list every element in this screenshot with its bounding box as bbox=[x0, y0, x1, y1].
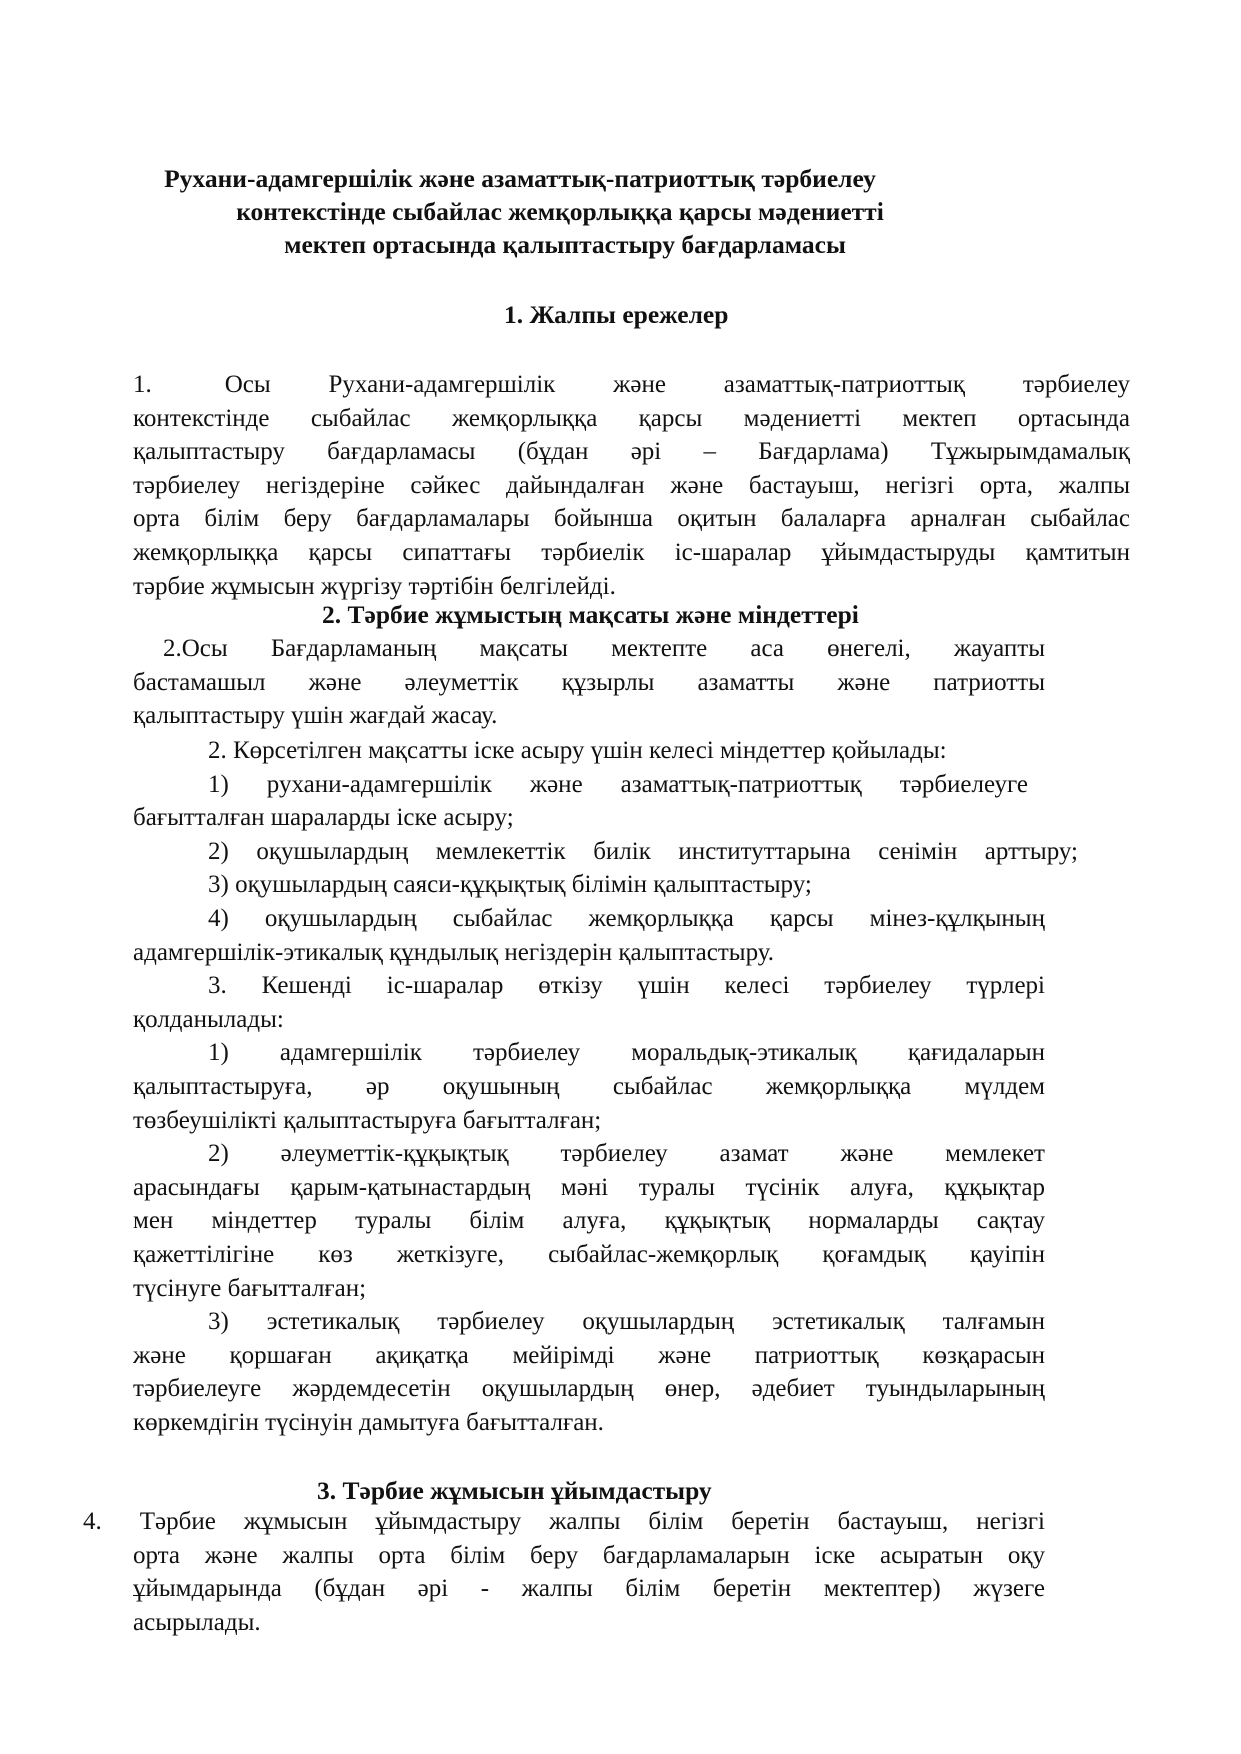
types-intro-line: 3. Кешенді іс-шаралар өткізу үшін келесі тәрбиелеу түрлері bbox=[208, 972, 1045, 1000]
paragraph-line: орта білім беру бағдарламалары бойынша оқитын балаларға арналған сыбайлас bbox=[133, 505, 1130, 533]
title-line: Рухани-адамгершілік және азаматтық-патриоттық тәрбиелеу bbox=[164, 164, 876, 193]
title-line: контекстінде сыбайлас жемқорлыққа қарсы мәдениетті bbox=[236, 197, 884, 226]
type-line: түсінуге бағытталған; bbox=[133, 1274, 367, 1302]
task-line: 1) рухани-адамгершілік және азаматтық-патриоттық тәрбиелеуге bbox=[208, 770, 1028, 798]
section-3-heading: 3. Тәрбие жұмысын ұйымдастыру bbox=[317, 1476, 712, 1505]
type-line: тәрбиелеуге жәрдемдесетін оқушылардың өнер, әдебиет туындыларының bbox=[133, 1375, 1045, 1403]
type-line: 1) адамгершілік тәрбиелеу моральдық-этикалық қағидаларын bbox=[208, 1039, 1045, 1067]
section-1-heading: 1. Жалпы ережелер bbox=[504, 300, 729, 329]
type-line: көркемдігін түсінуін дамытуға бағытталған. bbox=[133, 1408, 604, 1436]
paragraph-line: Тәрбие жұмысын ұйымдастыру жалпы білім беретін бастауыш, негізгі bbox=[139, 1508, 1045, 1535]
task-line: 2) оқушылардың мемлекеттік билік институттарына сенімін арттыру; bbox=[208, 837, 1078, 865]
section-2-goal-paragraph bbox=[133, 632, 1045, 733]
task-line: 3) оқушылардың саяси-құқықтық білімін қалыптастыру; bbox=[208, 871, 812, 899]
section-1-paragraph bbox=[133, 368, 1130, 603]
type-line: 3) эстетикалық тәрбиелеу оқушылардың эстетикалық талғамын bbox=[208, 1308, 1045, 1336]
paragraph-line: қалыптастыру бағдарламасы (бұдан әрі – Бағдарлама) Тұжырымдамалық bbox=[133, 438, 1130, 466]
type-line: қалыптастыруға, әр оқушының сыбайлас жемқорлыққа мүлдем bbox=[133, 1072, 1045, 1100]
paragraph-line: бастамашыл және әлеуметтік құзырлы азаматты және патриотты bbox=[133, 668, 1045, 696]
type-line: мен міндеттер туралы білім алуға, құқықтық нормаларды сақтау bbox=[133, 1207, 1045, 1235]
types-intro-line: қолданылады: bbox=[133, 1005, 284, 1033]
paragraph-line: тәрбие жұмысын жүргізу тәртібін белгілейді. bbox=[133, 572, 616, 600]
paragraph-line: 2.Осы Бағдарламаның мақсаты мектепте аса өнегелі, жауапты bbox=[163, 635, 1045, 662]
section-2-heading: 2. Тәрбие жұмыстың мақсаты және міндеттері bbox=[322, 600, 859, 629]
paragraph-line: орта және жалпы орта білім беру бағдарламаларын іске асыратын оқу bbox=[133, 1541, 1045, 1569]
paragraph-line: контекстінде сыбайлас жемқорлыққа қарсы мәдениетті мектеп ортасында bbox=[133, 404, 1130, 432]
type-line: қажеттілігіне көз жеткізуге, сыбайлас-жемқорлық қоғамдық қауіпін bbox=[133, 1240, 1045, 1268]
paragraph-number: 4. bbox=[83, 1508, 102, 1535]
type-line: және қоршаған ақиқатқа мейірімді және патриоттық көзқарасын bbox=[133, 1341, 1045, 1369]
paragraph-line: жемқорлыққа қарсы сипаттағы тәрбиелік іс-шаралар ұйымдастыруды қамтитын bbox=[133, 538, 1130, 566]
paragraph-line: Осы Рухани-адамгершілік және азаматтық-патриоттық тәрбиелеу bbox=[224, 371, 1130, 398]
type-line: арасындағы қарым-қатынастардың мәні туралы түсінік алуға, құқықтар bbox=[133, 1173, 1045, 1201]
tasks-intro: 2. Көрсетілген мақсатты іске асыру үшін келесі міндеттер қойылады: bbox=[208, 737, 947, 764]
section-3-paragraph bbox=[83, 1505, 1045, 1639]
paragraph-line: қалыптастыру үшін жағдай жасау. bbox=[133, 702, 498, 730]
type-line: төзбеушілікті қалыптастыруға бағытталған; bbox=[133, 1106, 602, 1134]
task-line: бағытталған шараларды іске асыру; bbox=[133, 804, 514, 832]
title-line: мектеп ортасында қалыптастыру бағдарламасы bbox=[284, 230, 846, 259]
paragraph-line: асырылады. bbox=[133, 1608, 261, 1636]
section-2-tasks bbox=[133, 734, 1078, 1439]
task-line: 4) оқушылардың сыбайлас жемқорлыққа қарсы мінез-құлқының bbox=[208, 904, 1045, 932]
paragraph-number: 1. bbox=[133, 371, 152, 398]
document-title bbox=[100, 162, 980, 261]
paragraph-line: тәрбиелеу негіздеріне сәйкес дайындалған және бастауыш, негізгі орта, жалпы bbox=[133, 471, 1130, 499]
type-line: 2) әлеуметтік-құқықтық тәрбиелеу азамат және мемлекет bbox=[208, 1140, 1045, 1168]
paragraph-line: ұйымдарында (бұдан әрі - жалпы білім беретін мектептер) жүзеге bbox=[133, 1575, 1045, 1603]
task-line: адамгершілік-этикалық құндылық негіздерін қалыптастыру. bbox=[133, 938, 775, 966]
